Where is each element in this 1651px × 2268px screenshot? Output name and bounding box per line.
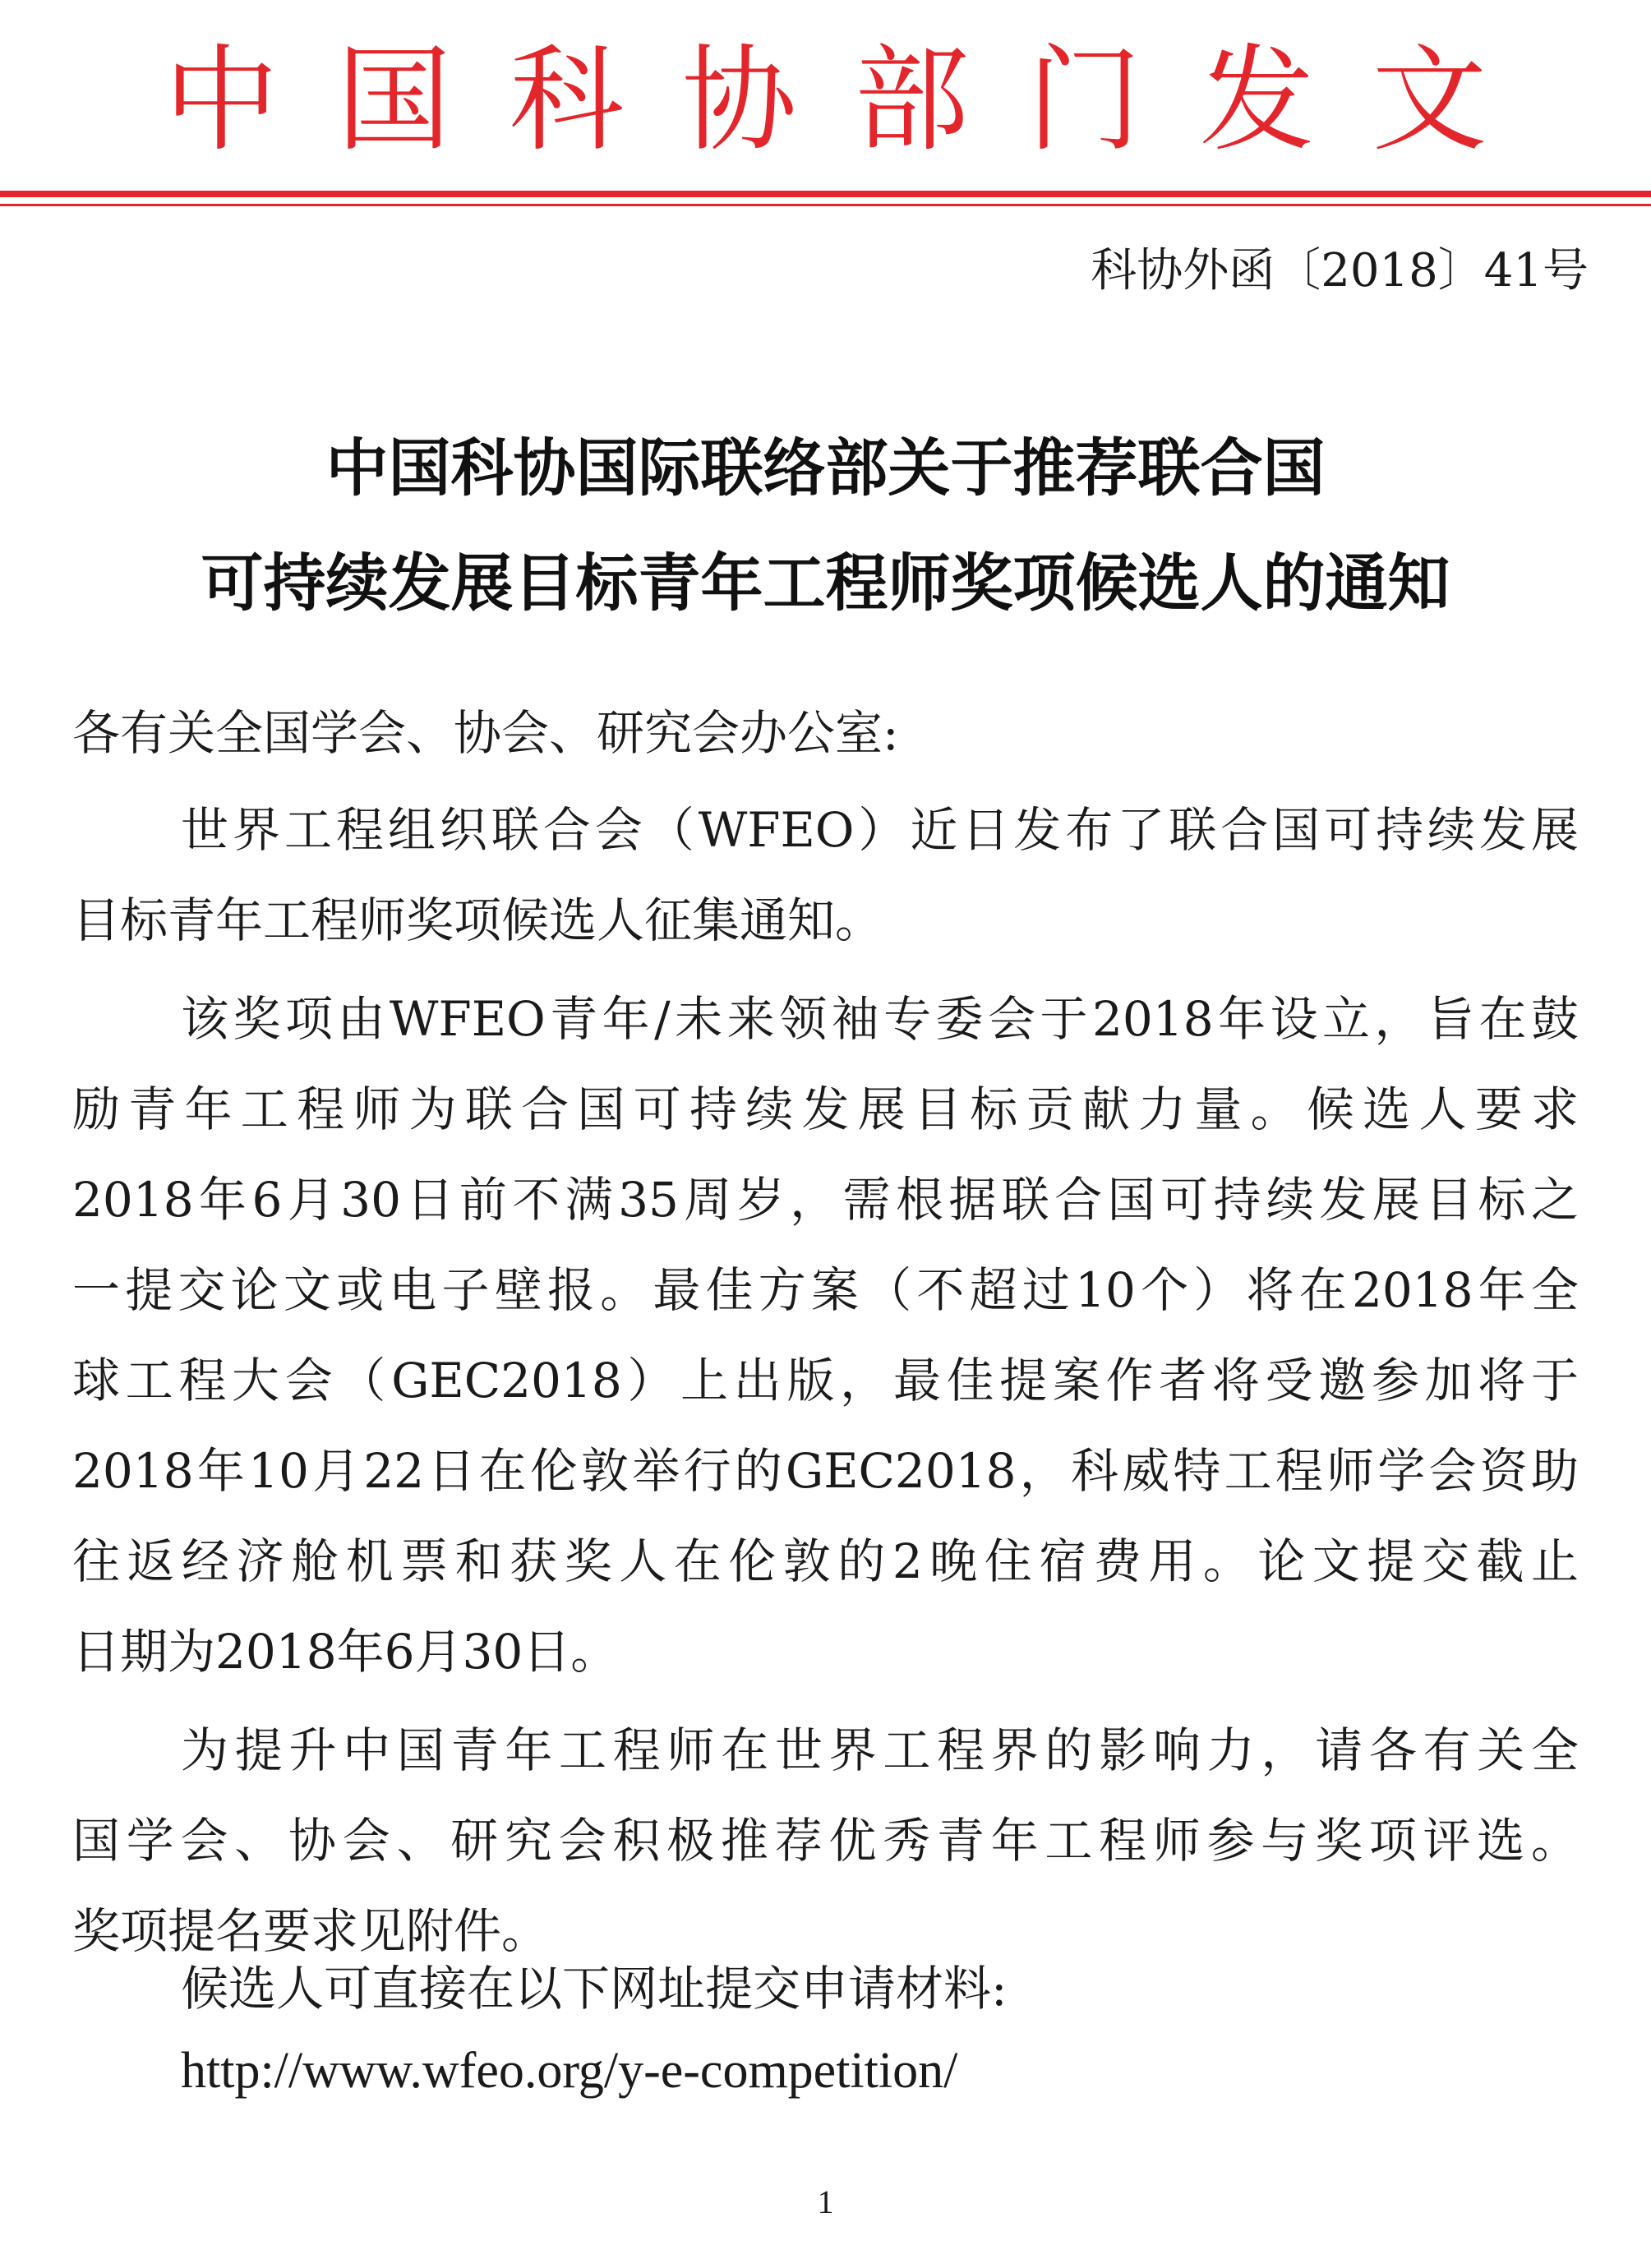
header-red-rule-thin [0, 204, 1651, 206]
notice-title-line-2: 可持续发展目标青年工程师奖项候选人的通知 [201, 546, 1450, 620]
paragraph-4-line-1: 候选人可直接在以下网址提交申请材料: [181, 1961, 1008, 2017]
submission-url[interactable]: http://www.wfeo.org/y-e-competition/ [181, 2043, 958, 2099]
notice-title-line-1: 中国科协国际联络部关于推荐联合国 [325, 431, 1326, 505]
paragraph-2-line-3: 2018年6月30日前不满35周岁，需根据联合国可持续发展目标之 [72, 1172, 1579, 1228]
paragraph-3-line-1: 为提升中国青年工程师在世界工程界的影响力，请各有关全 [181, 1722, 1579, 1778]
salutation: 各有关全国学会、协会、研究会办公室: [72, 705, 899, 761]
document-number: 科协外函〔2018〕41号 [1091, 244, 1589, 297]
paragraph-2-line-5: 球工程大会（GEC2018）上出版，最佳提案作者将受邀参加将于 [72, 1353, 1579, 1408]
paragraph-2-line-6: 2018年10月22日在伦敦举行的GEC2018，科威特工程师学会资助 [72, 1443, 1579, 1499]
paragraph-2-line-2: 励青年工程师为联合国可持续发展目标贡献力量。候选人要求 [72, 1081, 1579, 1137]
paragraph-1-line-1: 世界工程组织联合会（WFEO）近日发布了联合国可持续发展 [181, 802, 1579, 858]
paragraph-2-line-8: 日期为2018年6月30日。 [72, 1624, 619, 1680]
paragraph-2-line-1: 该奖项由WFEO青年/未来领袖专委会于2018年设立，旨在鼓 [181, 991, 1579, 1047]
paragraph-2-line-4: 一提交论文或电子壁报。最佳方案（不超过10个）将在2018年全 [72, 1262, 1579, 1318]
paragraph-1-line-2: 目标青年工程师奖项候选人征集通知。 [72, 892, 883, 948]
header-red-rule-thick [0, 191, 1651, 197]
paragraph-2-line-7: 往返经济舱机票和获奖人在伦敦的2晚住宿费用。论文提交截止 [72, 1533, 1579, 1589]
paragraph-3-line-2: 国学会、协会、研究会积极推荐优秀青年工程师参与奖项评选。 [72, 1813, 1579, 1869]
paragraph-3-line-3: 奖项提名要求见附件。 [72, 1903, 550, 1959]
page-number: 1 [817, 2183, 834, 2220]
document-header-title: 中国科协部门发文 [164, 34, 1545, 168]
